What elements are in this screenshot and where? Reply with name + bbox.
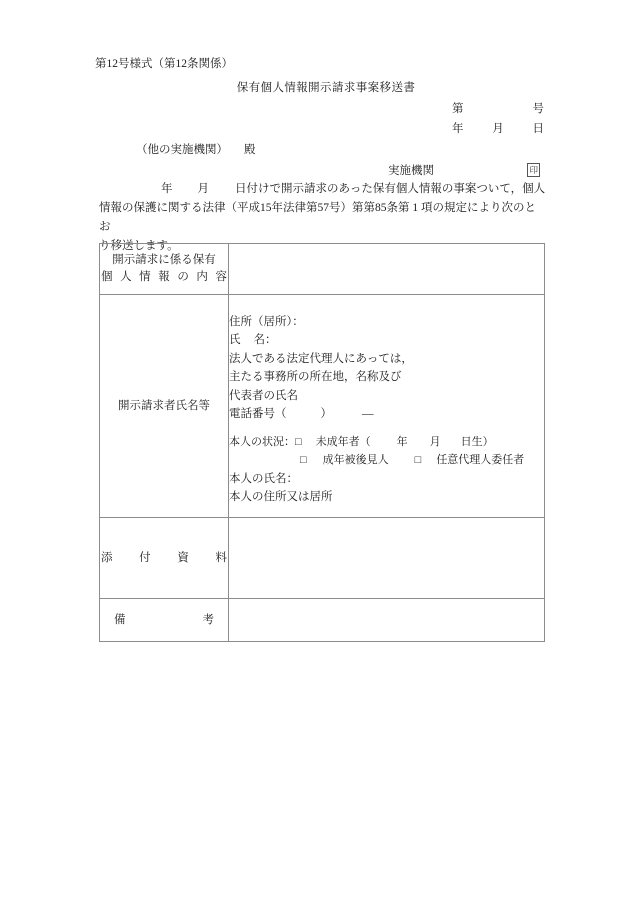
status-proxy-label: 任意代理人委任者 — [436, 454, 525, 466]
minor-month-label: 月 — [429, 435, 441, 448]
row-label-contents — [100, 244, 229, 295]
address-label: 住所（居所）： — [229, 315, 304, 328]
date-day-label: 日 — [532, 123, 544, 135]
table-row-applicant — [100, 295, 545, 518]
row-value-contents[interactable] — [229, 244, 545, 295]
addressee-label: （他の実施機関） — [136, 144, 228, 156]
remarks-label-a: 備 — [114, 613, 126, 626]
row-value-applicant[interactable] — [229, 295, 545, 518]
body-line1-rest: 日付けで開示請求のあった保有個人情報の事案ついて，個人 — [235, 183, 546, 195]
corporate-line-1: 法人である法定代理人にあっては， — [229, 352, 413, 365]
document-date-line — [452, 120, 544, 136]
status-minor-label: 未成年者（ — [315, 435, 371, 448]
row-label-applicant: 開示請求者氏名等 — [100, 295, 229, 518]
name-label-a: 氏 — [229, 334, 241, 346]
checkbox-adult-ward[interactable]: □ — [300, 454, 307, 466]
body-year-label: 年 — [161, 183, 173, 195]
date-year-label: 年 — [452, 123, 464, 135]
row-label-remarks — [100, 599, 229, 642]
remarks-label-b: 考 — [202, 613, 214, 626]
form-table — [99, 243, 545, 642]
telephone-close-paren: ） — [320, 408, 332, 420]
telephone-label: 電話番号（ — [229, 408, 287, 420]
minor-day-label: 日生） — [460, 435, 494, 448]
corporate-line-2: 主たる事務所の所在地，名称及び — [229, 371, 402, 383]
date-month-label: 月 — [492, 123, 504, 135]
table-row-remarks — [100, 599, 545, 642]
addressee-honorific: 殿 — [244, 144, 256, 156]
minor-year-label: 年 — [396, 435, 408, 448]
attachments-label: 添付資料 — [101, 551, 227, 564]
number-label: 第 — [452, 103, 464, 115]
addressee-line — [136, 141, 256, 157]
agency-line — [388, 162, 540, 178]
contents-label-line2: 個人情報の内容 — [101, 271, 227, 283]
corporate-line-3: 代表者の氏名 — [229, 389, 298, 402]
body-month-label: 月 — [197, 183, 209, 195]
form-number: 第12号様式（第12条関係） — [95, 58, 233, 70]
row-label-attachments — [100, 518, 229, 599]
row-value-remarks[interactable] — [229, 599, 545, 642]
checkbox-voluntary-proxy[interactable]: □ — [414, 454, 422, 466]
status-label: 本人の状況： — [229, 435, 295, 448]
row-value-attachments[interactable] — [229, 518, 545, 599]
number-unit: 号 — [532, 103, 544, 115]
table-row-contents — [100, 244, 545, 295]
checkbox-minor[interactable]: □ — [295, 435, 302, 448]
principal-address-label: 本人の住所又は居所 — [229, 491, 333, 503]
page-title: 保有個人情報開示請求事案移送書 — [236, 82, 416, 94]
table-row-attachments — [100, 518, 545, 599]
agency-label: 実施機関 — [388, 165, 434, 177]
principal-name-label: 本人の氏名： — [229, 472, 298, 485]
contents-label-line1: 開示請求に係る保有 — [112, 254, 216, 266]
telephone-dash: ― — [362, 408, 374, 420]
body-line2: 情報の保護に関する法律（平成15年法律第57号）第第85条第 1 項の規定により次のとお — [99, 202, 536, 233]
status-ward-label: 成年被後見人 — [322, 454, 389, 466]
document-number-line — [452, 100, 544, 116]
name-label-b: 名： — [253, 334, 277, 346]
seal-icon: 印 — [529, 164, 538, 175]
body-line3: り移送します。 — [99, 240, 179, 252]
